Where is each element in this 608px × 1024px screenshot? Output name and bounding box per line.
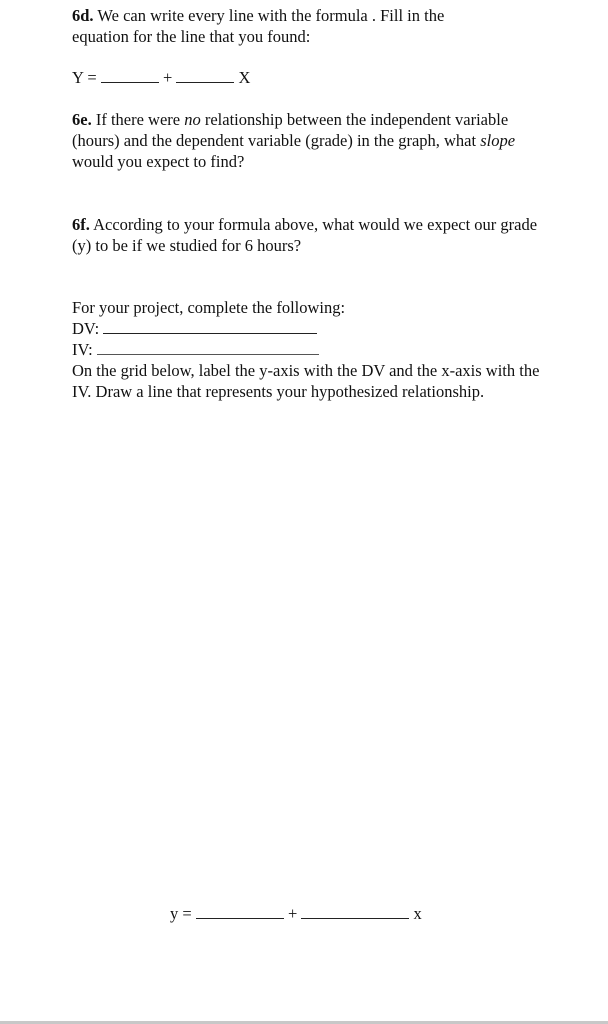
iv-row: [72, 339, 319, 360]
iv-blank[interactable]: [97, 340, 319, 355]
dv-blank[interactable]: [103, 319, 317, 334]
equation-1-plus: +: [162, 68, 173, 87]
equation-2-intercept-blank[interactable]: [196, 904, 284, 919]
question-6f-number: 6f.: [72, 215, 90, 234]
equation-line-2: [170, 903, 422, 924]
equation-2-variable: x: [413, 904, 422, 923]
equation-line-1: [72, 67, 250, 88]
question-6e: [72, 109, 542, 172]
dv-row: [72, 318, 317, 339]
project-instructions: On the grid below, label the y-axis with the DV and the x-axis with the IV. Draw a line that represents your hypothesized relationship.: [72, 361, 540, 401]
question-6e-part1: If there were: [91, 110, 185, 129]
iv-label: IV:: [72, 340, 93, 359]
question-6e-emphasis-no: no: [184, 110, 201, 129]
question-6d-number: 6d.: [72, 6, 94, 25]
question-6d: [72, 5, 542, 47]
question-6e-number: 6e.: [72, 110, 92, 129]
equation-1-slope-blank[interactable]: [176, 68, 234, 83]
question-6d-text-line2: equation for the line that you found:: [72, 27, 311, 46]
question-6f: [72, 214, 542, 256]
question-6e-part3: would you expect to find?: [72, 152, 245, 171]
equation-2-plus: +: [287, 904, 298, 923]
question-6e-part2: relationship between the independent variable (hours) and the dependent variable (grade) in the graph, what: [72, 110, 509, 150]
graph-grid-area: [72, 440, 542, 880]
question-6d-text-line1: We can write every line with the formula . Fill in the: [93, 6, 445, 25]
equation-1-intercept-blank[interactable]: [101, 68, 159, 83]
dv-label: DV:: [72, 319, 100, 338]
equation-1-lhs: Y =: [72, 68, 97, 87]
question-6e-emphasis-slope: slope: [480, 131, 516, 150]
project-intro: For your project, complete the following:: [72, 298, 346, 317]
equation-1-variable: X: [238, 68, 251, 87]
equation-2-lhs: y =: [170, 904, 192, 923]
question-6f-text: According to your formula above, what would we expect our grade (y) to be if we studied for 6 hours?: [72, 215, 538, 255]
equation-2-slope-blank[interactable]: [301, 904, 409, 919]
